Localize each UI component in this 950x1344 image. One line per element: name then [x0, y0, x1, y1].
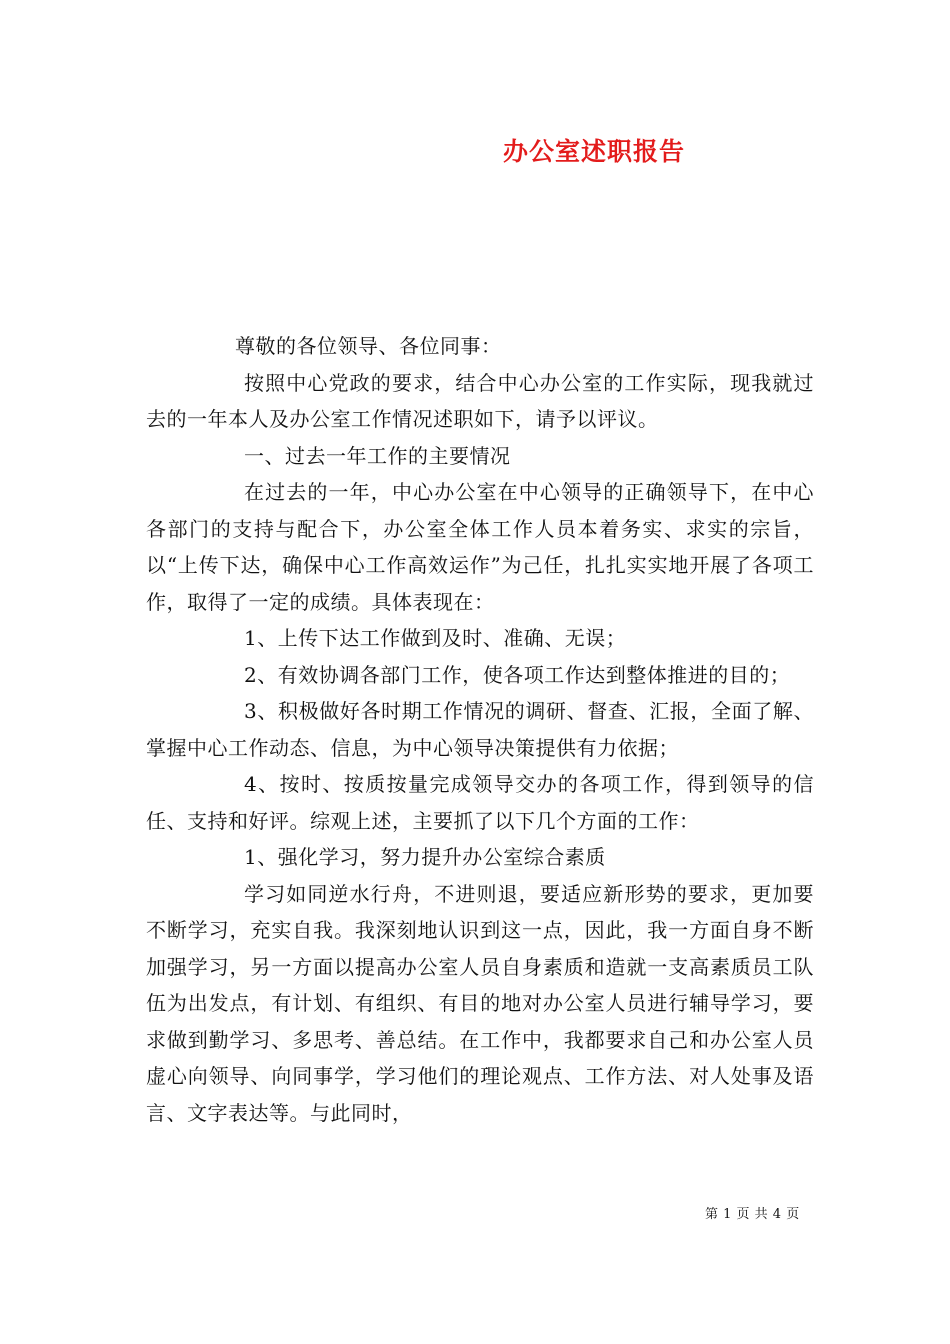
document-title: 办公室述职报告	[502, 137, 685, 166]
list-item-2: 2、有效协调各部门工作，使各项工作达到整体推进的目的；	[244, 662, 791, 687]
list-item-1: 1、上传下达工作做到及时、准确、无误；	[244, 626, 627, 650]
list-item-3: 3、积极做好各时期工作情况的调研、督查、汇报，全面了解、掌握中心工作动态、信息，为中心领导决策提供有力依据；	[146, 699, 814, 760]
section-heading-1: 一、过去一年工作的主要情况	[244, 443, 511, 468]
subsection-heading-1: 1、强化学习，努力提升办公室综合素质	[244, 845, 606, 869]
paragraph-study: 学习如同逆水行舟，不进则退，要适应新形势的要求，更加要不断学习，充实自我。我深刻地认识到这一点，因此，我一方面自身不断加强学习，另一方面以提高办公室人员自身素质和造就一支高素质员工队伍为出发点，有计划、有组织、有目的地对办公室人员进行辅导学习，要求做到勤学习、多思考、善总结。在工作中，我都要求自己和办公室人员虚心向领导、向同事学，学习他们的理论观点、工作方法、对人处事及语言、文字表达等。与此同时，	[146, 881, 814, 1125]
page-number: 第 1 页 共 4 页	[705, 1207, 800, 1222]
list-item-4: 4、按时、按质按量完成领导交办的各项工作，得到领导的信任、支持和好评。综观上述，主要抓了以下几个方面的工作：	[146, 772, 814, 833]
document-body	[146, 328, 814, 1131]
paragraph-intro: 按照中心党政的要求，结合中心办公室的工作实际，现我就过去的一年本人及办公室工作情况述职如下，请予以评议。	[146, 370, 814, 431]
paragraph-overview: 在过去的一年，中心办公室在中心领导的正确领导下，在中心各部门的支持与配合下，办公室全体工作人员本着务实、求实的宗旨，以“上传下达，确保中心工作高效运作”为己任，扎扎实实地开展了各项工作，取得了一定的成绩。具体表现在：	[146, 480, 814, 614]
greeting: 尊敬的各位领导、各位同事：	[235, 334, 502, 358]
